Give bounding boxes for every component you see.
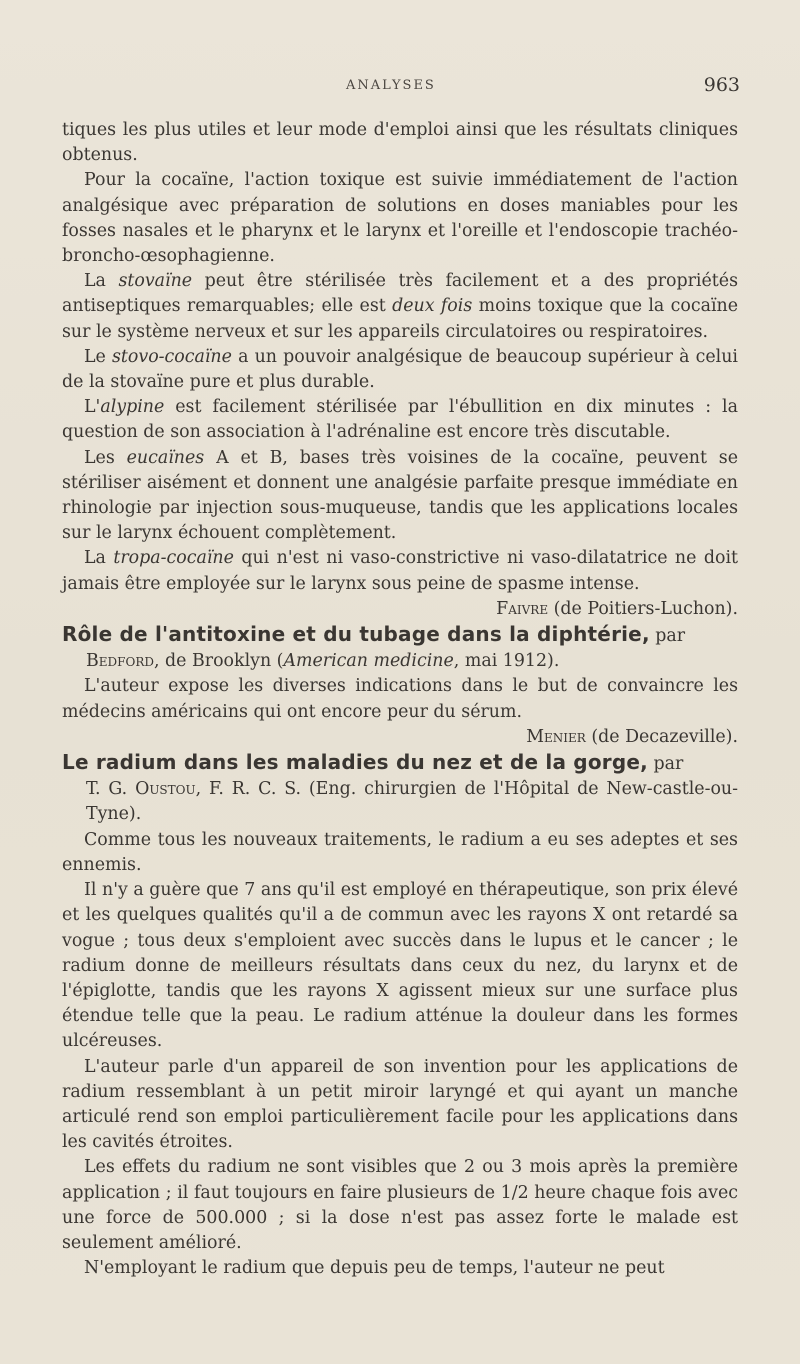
- drug-name: stovaïne: [118, 271, 193, 292]
- paragraph: N'employant le radium que depuis peu de temps, l'auteur ne peut: [84, 1258, 665, 1279]
- author-name: Oustou: [135, 779, 196, 800]
- signature: Faivre (de Poitiers-Luchon).: [496, 598, 738, 619]
- paragraph: Les effets du radium ne sont visibles que 2 ou 3 mois après la première application ; il faut toujours en faire plusieurs de 1/2 heure chaque fois avec une force de 500.000 ; si la dose n'est pas assez forte le malade est seulement amélioré.: [62, 1157, 738, 1253]
- paragraph: Le stovo-cocaïne a un pouvoir analgésique de beaucoup supérieur à celui de la stovaïne pure et plus durable.: [62, 346, 738, 393]
- drug-name: alypine: [100, 397, 165, 418]
- running-title: ANALYSES: [346, 78, 436, 93]
- emphasis: deux fois: [392, 296, 473, 317]
- page-number: 963: [703, 74, 740, 96]
- paragraph: La stovaïne peut être stérilisée très facilement et a des propriétés antiseptiques remarquables; elle est deux fois moins toxique que la cocaïne sur le système nerveux et sur les appareils circulatoires ou respiratoires.: [62, 271, 738, 342]
- article-heading: Le radium dans les maladies du nez et de la gorge, par: [62, 750, 684, 775]
- drug-name: eucaïnes: [126, 447, 205, 468]
- paragraph: Comme tous les nouveaux traitements, le radium a eu ses adeptes et ses ennemis.: [62, 829, 738, 875]
- article-heading: Rôle de l'antitoxine et du tubage dans la diphtérie, par: [62, 622, 686, 647]
- page-header: [62, 74, 740, 100]
- paragraph: L'auteur expose les diverses indications dans le but de convaincre les médecins américains qui ont encore peur du sérum.: [62, 676, 738, 722]
- author-name: Bedford: [86, 651, 154, 672]
- paragraph: La tropa-cocaïne qui n'est ni vaso-constrictive ni vaso-dilatatrice ne doit jamais être employée sur le larynx sous peine de spasme intense.: [62, 548, 738, 594]
- article-byline: Bedford, de Brooklyn (American medicine, mai 1912).: [86, 651, 560, 672]
- article-byline: T. G. Oustou, F. R. C. S. (Eng. chirurgien de l'Hôpital de New-castle-ou-Tyne).: [86, 779, 738, 825]
- paragraph: Il n'y a guère que 7 ans qu'il est employé en thérapeutique, son prix élevé et les quelques qualités qu'il a de commun avec les rayons X ont retardé sa vogue ; tous deux s'emploient avec succès dans le lupus et le cancer ; le radium donne de meilleurs résultats dans ceux du nez, du larynx et de l'épiglotte, tandis que les rayons X agissent mieux sur une surface plus étendue telle que la peau. Le radium atténue la douleur dans les formes ulcéreuses.: [62, 880, 738, 1052]
- paragraph: L'alypine est facilement stérilisée par l'ébullition en dix minutes : la question de son association à l'adrénaline est encore très discutable.: [62, 397, 738, 443]
- signature: Menier (de Decazeville).: [526, 726, 738, 747]
- paragraph: Les eucaïnes A et B, bases très voisines de la cocaïne, peuvent se stériliser aisément et donnent une analgésie parfaite presque immédiate en rhinologie par injection sous-muqueuse, tandis que les applications locales sur le larynx échouent complètement.: [62, 447, 739, 544]
- drug-name: stovo-cocaïne: [112, 346, 232, 367]
- drug-name: tropa-cocaïne: [113, 548, 234, 569]
- paragraph: L'auteur parle d'un appareil de son invention pour les applications de radium ressemblant à un petit miroir laryngé et qui ayant un manche articulé rend son emploi particulièrement facile pour les applications dans les cavités étroites.: [62, 1056, 738, 1153]
- journal-name: American medicine: [283, 651, 454, 672]
- paragraph: tiques les plus utiles et leur mode d'emploi ainsi que les résultats cliniques obtenus.: [62, 120, 738, 166]
- body-text: [62, 118, 738, 1281]
- paragraph: Pour la cocaïne, l'action toxique est suivie immédiatement de l'action analgésique avec préparation de solutions en doses maniables pour les fosses nasales et le pharynx et le larynx et l'oreille et l'endoscopie trachéo-broncho-œsophagienne.: [62, 170, 738, 267]
- article-title: Le radium dans les maladies du nez et de la gorge,: [62, 750, 648, 775]
- article-title: Rôle de l'antitoxine et du tubage dans la diphtérie,: [62, 622, 650, 647]
